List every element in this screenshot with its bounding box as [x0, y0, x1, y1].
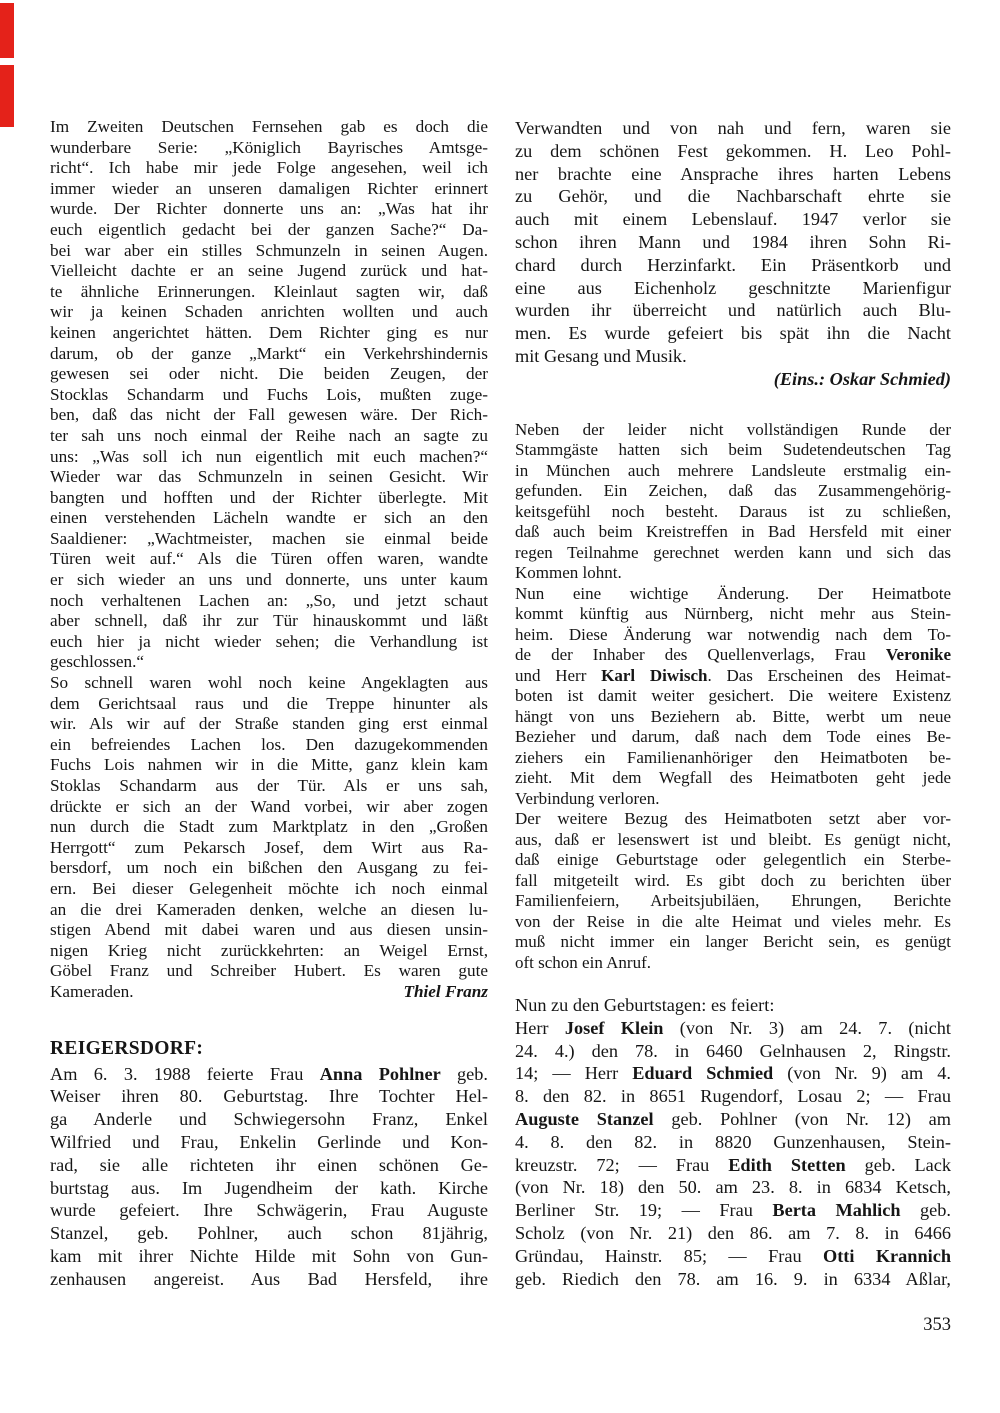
text-line: rad, sie alle richteten ihr einen schönen Ge-: [50, 1154, 488, 1175]
text-line: darum, ob der ganze „Markt“ ein Verkehrshindernis: [50, 343, 488, 363]
text-line: wurden ihr überreicht und natürlich auch Blu-: [515, 300, 951, 321]
text-line: So schnell waren wohl noch keine Angeklagten aus: [50, 673, 488, 693]
text-line: daß einige Geburtstage oder gelegentlich ein Sterbe-: [515, 850, 951, 870]
text-line: (von Nr. 18) den 50. am 23. 8. in 6834 Ketsch,: [515, 1177, 951, 1198]
text-line: de der Inhaber des Quellenverlags, Frau Veronike: [515, 645, 951, 665]
text-line: Bezieher und darum, daß nach dem Tode eines Be-: [515, 727, 951, 747]
text-line: immer wieder an unseren damaligen Richter erinnert: [50, 178, 488, 198]
text-line: wurde gefeiert. Ihre Schwägerin, Frau Auguste: [50, 1200, 488, 1221]
text-line: fall mitgeteilt wird. Es gibt doch zu berichten über: [515, 870, 951, 890]
text-line: wir. Als wir auf der Straße standen ging erst einmal: [50, 714, 488, 734]
text-line: uns: „Was soll ich nun eigentlich mit euch machen?“: [50, 446, 488, 466]
text-line: mit Gesang und Musik.: [515, 345, 687, 366]
text-line: Berliner Str. 19; — Frau Berta Mahlich geb.: [515, 1200, 951, 1221]
text-line: aus, daß er lesenswert ist und bleibt. Es genügt nicht,: [515, 829, 951, 849]
text-line: hängt von uns Beziehern ab. Bitte, werbt um neue: [515, 706, 951, 726]
text-line: geb. Riedich den 78. am 16. 9. in 6334 Aßlar,: [515, 1268, 951, 1289]
text-line: keinen angerichtet hätten. Dem Richter ging es nur: [50, 322, 488, 342]
text-line: daß auch beim Kreistreffen in Bad Hersfeld mit einer: [515, 522, 951, 542]
text-line: Stanzel, geb. Pohlner, auch schon 81jährig,: [50, 1223, 488, 1244]
text-line: gefunden. Ein Zeichen, daß das Zusammengehörig-: [515, 481, 951, 501]
text-line: Vielleicht dachte er an seine Jugend zurück und hat-: [50, 261, 488, 281]
text-line: ein befreiendes Lachen los. Den dazugekommenden: [50, 734, 488, 754]
text-line: 4. 8. den 82. in 8820 Gunzenhausen, Stein-: [515, 1131, 951, 1152]
text-line: ner brachte eine Ansprache ihres harten Lebens: [515, 163, 951, 184]
text-line: Nun zu den Geburtstagen: es feiert:: [515, 995, 775, 1016]
text-line: in München auch mehrere Landsleute erstmalig ein-: [515, 460, 951, 480]
signature-line: (Eins.: Oskar Schmied): [773, 368, 951, 389]
reigersdorf-continuation-paragraph: [515, 117, 951, 391]
text-line: kommt künftig aus Nürnberg, nicht mehr aus Stein-: [515, 604, 951, 624]
text-line: stigen Abend mit dabei waren und aus diesen unsin-: [50, 920, 488, 940]
text-line: auch mit einem Lebenslauf. 1947 verlor sie: [515, 209, 951, 230]
text-line: Göbel Franz und Schreiber Hubert. Es waren gute: [50, 961, 488, 981]
text-line: Wilfried und Frau, Enkelin Gerlinde und Kon-: [50, 1131, 488, 1152]
text-line: men. Es wurde gefeiert bis spät ihn die Nacht: [515, 323, 951, 344]
text-line: Auguste Stanzel geb. Pohlner (von Nr. 12) am: [515, 1109, 952, 1130]
text-line: Nun eine wichtige Änderung. Der Heimatbote: [515, 583, 951, 603]
text-line: nun durch die Stadt zum Marktplatz in den „Großen: [50, 817, 488, 837]
text-line: kreuzstr. 72; — Frau Edith Stetten geb. Lack: [515, 1154, 951, 1175]
text-line: bangten und hofften und der Richter überlegte. Mit: [50, 487, 488, 507]
text-line: einen verstehenden Lächeln wandte er sich an den: [50, 508, 488, 528]
text-line: Verwandten und von nah und fern, waren sie: [515, 118, 951, 138]
red-edge-mark-top: [0, 3, 14, 58]
text-line: schon ihren Mann und 1984 ihren Sohn Ri-: [515, 231, 951, 252]
text-line: Fuchs Lois nahmen wir in die Mitte, ganz klein kam: [50, 755, 488, 775]
text-line: er sich wieder an uns und donnerte, uns unter kaum: [50, 570, 488, 590]
text-line: 8. den 82. in 8651 Rugendorf, Losau 2; — Frau: [515, 1086, 951, 1107]
birthdays-paragraph: [515, 994, 951, 1290]
text-line: ter sah uns noch einmal der Reihe nach an sagte zu: [50, 425, 488, 445]
text-line: noch verhaltenen Lachen an: „So, und jetzt schaut: [50, 590, 488, 610]
text-line: wurde. Der Richter donnerte uns an: „Was hat ihr: [50, 199, 488, 219]
text-line: Kommen lohnt.: [515, 563, 622, 583]
text-line: euch hier ja nicht wieder sehen; die Verhandlung ist: [50, 631, 488, 651]
text-line: Herr Josef Klein (von Nr. 3) am 24. 7. (nicht: [515, 1017, 952, 1038]
text-line: muß nicht immer ein langer Bericht sein, es genügt: [515, 932, 951, 952]
text-line: Gründau, Hainstr. 85; — Frau Otti Krannich: [515, 1245, 951, 1266]
text-line: euch eigentlich gedacht bei der ganzen Sache?“ Da-: [50, 219, 488, 239]
text-line: zu dem schönen Fest gekommen. H. Leo Pohl-: [515, 140, 951, 161]
text-line: gewesen sei oder nicht. Die beiden Zeugen, der: [50, 364, 488, 384]
text-line: ern. Bei dieser Gelegenheit möchte ich noch einmal: [50, 878, 488, 898]
text-line: und Herr Karl Diwisch. Das Erscheinen des Heimat-: [515, 665, 951, 685]
text-line: Scholz (von Nr. 21) den 86. am 7. 8. in 6466: [515, 1223, 951, 1244]
right-column: [515, 117, 951, 1336]
text-line: Stammgäste hatten sich beim Sudetendeutschen Tag: [515, 440, 951, 460]
page-number: 353: [923, 1315, 951, 1336]
text-line: kam mit ihrer Nichte Hilde mit Sohn von Gun-: [50, 1245, 488, 1266]
text-line: regen Teilnahme gerechnet werden kann und sich das: [515, 542, 951, 562]
text-line: wunderbare Serie: „Königlich Bayrisches Amtsge-: [50, 137, 488, 157]
text-line: nigen Krieg nicht zurückkehrten: an Weigel Ernst,: [50, 940, 488, 960]
text-line: Verbindung verloren.: [515, 788, 660, 808]
text-line: boten ist damit weiter gesichert. Die weitere Existenz: [515, 686, 951, 706]
text-line: an die drei Kameraden denken, welche an diesen lu-: [50, 899, 488, 919]
text-line: zenhausen angereist. Aus Bad Hersfeld, ihre: [50, 1268, 488, 1289]
text-line: Der weitere Bezug des Heimatboten setzt aber vor-: [515, 809, 951, 829]
text-line: 14; — Herr Eduard Schmied (von Nr. 9) am 4.: [515, 1063, 951, 1084]
text-line: Herrgott“ zum Pekarsch Josef, dem Wirt aus Ra-: [50, 837, 488, 857]
text-line: te ähnliche Erinnerungen. Kleinlaut sagten wir, daß: [50, 281, 488, 301]
text-line: Neben der leider nicht vollständigen Runde der: [515, 419, 951, 439]
text-line: geschlossen.“: [50, 652, 145, 672]
text-line: aber schnell, daß ihr zur Tür hinauskommt und läßt: [50, 611, 488, 631]
text-line: Am 6. 3. 1988 feierte Frau Anna Pohlner geb.: [50, 1063, 489, 1084]
text-line: ben, daß das nicht der Fall gewesen wäre. Der Rich-: [50, 405, 488, 425]
text-line: zieht. Mit dem Wegfall des Heimatboten geht jede: [515, 768, 951, 788]
text-line: zu Gehör, und die Nachbarschaft ehrte sie: [515, 186, 951, 207]
text-line: bei war aber ein stilles Schmunzeln in seinen Augen.: [50, 240, 488, 260]
text-line: richt“. Ich habe mir jede Folge angesehen, weil ich: [50, 158, 488, 178]
text-line: oft schon ein Anruf.: [515, 952, 651, 972]
text-line: chard durch Herzinfarkt. Ein Präsentkorb und: [515, 254, 951, 275]
section-heading-reigersdorf: REIGERSDORF:: [50, 1037, 204, 1059]
text-line: Saaldiener: „Wachtmeister, machen sie einmal beide: [50, 528, 488, 548]
red-edge-mark-bottom: [0, 65, 14, 127]
reigersdorf-paragraph: [50, 1063, 488, 1291]
text-line: wir ja keinen Schaden anrichten wollten und auch: [50, 302, 488, 322]
text-line: Türen weit auf.“ Als die Türen offen waren, wandte: [50, 549, 488, 569]
text-line: ga Anderle und Schwiegersohn Franz, Enkel: [50, 1109, 488, 1130]
text-line: bersdorf, um noch ein bißchen den Ausgang zu fei-: [50, 858, 488, 878]
text-line: ziehers ein Familienanhöriger den Heimatboten be-: [515, 747, 951, 767]
text-line: heim. Diese Änderung war notwendig nach dem To-: [515, 624, 951, 644]
text-line: 24. 4.) den 78. in 6460 Gelnhausen 2, Ringstr.: [515, 1040, 951, 1061]
text-line: drückte er sich an der Wand vorbei, wir aber zogen: [50, 796, 488, 816]
text-line: keitsgefühl noch besteht. Daraus ist zu schließen,: [515, 501, 951, 521]
text-line: Im Zweiten Deutschen Fernsehen gab es doch die: [50, 117, 488, 136]
text-line: eine aus Eichenholz geschnitzte Marienfigur: [515, 277, 951, 298]
text-line: dem Gerichtsaal raus und die Treppe hinunter als: [50, 693, 488, 713]
heimatbote-news-paragraph: [515, 420, 951, 974]
text-line: Wieder war das Schmunzeln in seinen Gesicht. Wir: [50, 467, 488, 487]
text-line: Stocklas Schandarm und Fuchs Lois, mußten zuge-: [50, 384, 488, 404]
text-line: Stoklas Schandarm aus der Tür. Als er uns sah,: [50, 776, 488, 795]
text-line: von der Reise in die alte Heimat und vieles mehr. Es: [515, 911, 951, 931]
signature-line: Kameraden. Thiel Franz: [50, 981, 488, 1001]
text-line: Familienfeiern, Arbeitsjubiläen, Ehrungen, Berichte: [515, 891, 951, 911]
author-signature: Thiel Franz: [403, 981, 488, 1001]
text-line: Weiser ihren 80. Geburtstag. Ihre Tochter Hel-: [50, 1086, 488, 1107]
court-story-paragraph: [50, 117, 488, 1003]
left-column: [50, 117, 488, 1291]
text-line: burtstag aus. Im Jugendheim der kath. Kirche: [50, 1177, 488, 1198]
